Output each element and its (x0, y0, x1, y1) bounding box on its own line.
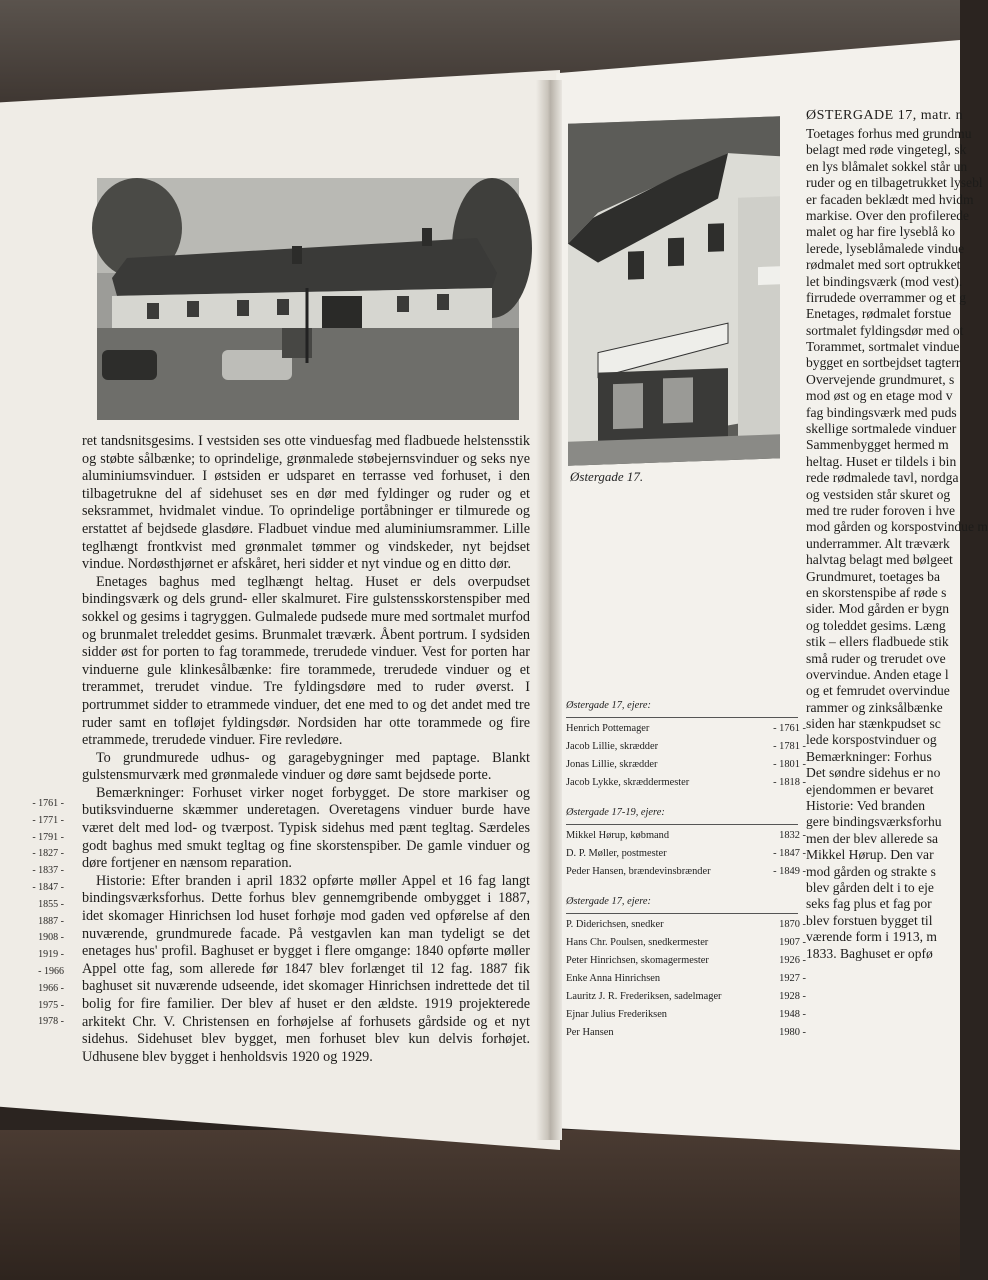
owner-year: - 1818 - (773, 777, 806, 788)
column-line: underrammer. Alt træværk (806, 535, 950, 551)
column-line: mod gården og korspostvindue m (806, 519, 988, 535)
owner-name: Jacob Lillie, skrædder (566, 741, 659, 752)
owner-year: 1870 - (779, 919, 806, 930)
margin-year: - 1966 (38, 965, 64, 977)
margin-year: 1887 - (38, 915, 64, 927)
margin-year: - 1771 - (32, 814, 64, 826)
column-line: skellige sortmalede vinduer (806, 421, 957, 437)
margin-year: - 1847 - (32, 881, 64, 893)
owner-row (566, 1027, 806, 1045)
owner-name: Enke Anna Hinrichsen (566, 973, 661, 984)
owner-year: - 1761 - (773, 723, 806, 734)
column-line: og et femrudet overvindue (806, 683, 950, 699)
column-line: fag bindingsværk med puds (806, 404, 957, 420)
owner-year: - 1801 - (773, 759, 806, 770)
column-line: rammer og zinksålbænke (806, 699, 943, 715)
paragraph-udhus: To grundmurede udhus- og garagebygninger med paptage. Blankt gulstensmurværk med grønmalede vinduer og døre samt bejdsede porte. (82, 749, 530, 784)
column-line: gere bindingsværksforhu (806, 814, 942, 830)
margin-year: 1908 - (38, 932, 64, 944)
owner-name: Peder Hansen, brændevinsbrænder (566, 866, 711, 877)
margin-years (24, 796, 64, 1031)
column-line: Toetages forhus med grundmu (806, 126, 972, 141)
owner-year: 1926 - (779, 955, 806, 966)
owner-name: Jacob Lykke, skræddermester (566, 777, 690, 788)
column-line: Historie: Ved branden (806, 798, 926, 814)
column-line: lerede, lyseblåmalede vindue (806, 240, 965, 256)
owner-year: 1980 - (779, 1027, 806, 1038)
paragraph-baghus: Enetages baghus med teglhængt heltag. Huset er dels overpudset bindingsværk og dels grund- eller skalmuret. Fire gulstensskorstenspiber med sokkel og gesims i tagryggen. Gulmalede pudsede mure med sortmalet murfod og brunmalet treleddet gesims. Brunmalet træværk. Åbent portrum. I sydsiden sidder øst for porten to fag torammede, trerudede vinduer. Vest for porten har vinduerne gule klinkesålbænke: fire torammede, trerudede vinduer og et trerammet, trerudet vindue. Tre fyldingsdøre med to ruder øverst. I portrummet sidder to etrammede vinduer, det ene med to og det andet med tre ruder samt en tofløjet fyldingsdør. Nordsiden har otte torammede og fire etrammede, trerudede vinduer. Fire revledøre. (82, 573, 530, 749)
column-line: seks fag plus et fag por (806, 896, 932, 912)
owner-year: 1948 - (779, 1009, 806, 1020)
column-line: Mikkel Hørup. Den var (806, 847, 934, 863)
owner-name: Per Hansen (566, 1027, 614, 1038)
right-column-text (806, 108, 988, 962)
column-line: Sammenbygget hermed m (806, 437, 949, 453)
column-line: stik – ellers fladbuede stik (806, 634, 949, 650)
column-line: ruder og en tilbagetrukket lysebl (806, 175, 983, 191)
margin-year: 1966 - (38, 982, 64, 994)
column-line: blev gården delt i to eje (806, 879, 934, 895)
owner-row (566, 848, 806, 866)
column-line: mod gården og strakte s (806, 863, 936, 879)
column-line: Bemærkninger: Forhus (806, 748, 932, 764)
column-line: Det søndre sidehus er no (806, 765, 941, 781)
margin-year: - 1827 - (32, 848, 64, 860)
divider (566, 824, 798, 825)
column-line: overvindue. Anden etage l (806, 666, 949, 682)
column-line: blev forstuen bygget til (806, 912, 933, 928)
column-line: heltag. Huset er tildels i bin (806, 453, 957, 469)
owner-year: 1832 - (779, 830, 806, 841)
margin-year: - 1761 - (32, 798, 64, 809)
owner-row (566, 1009, 806, 1027)
column-line: belagt med røde vingetegl, sk (806, 142, 967, 158)
owner-row (566, 991, 806, 1009)
owner-group-header: Østergade 17, ejere: (566, 896, 651, 907)
owner-name: Lauritz J. R. Frederiksen, sadelmager (566, 991, 722, 1002)
owner-year: 1928 - (779, 991, 806, 1002)
divider (566, 913, 798, 914)
column-line: ejendommen er bevaret (806, 781, 934, 797)
left-body-text (82, 433, 530, 1066)
column-line: små ruder og trerudet ove (806, 650, 946, 666)
column-line: Enetages, rødmalet forstue (806, 306, 952, 322)
photo-caption: Østergade 17. (570, 469, 644, 484)
column-line: markise. Over den profilerede (806, 207, 970, 223)
column-line: Grundmuret, toetages ba (806, 568, 941, 584)
margin-year: 1919 - (38, 949, 64, 961)
owner-row (566, 759, 806, 777)
column-line: sider. Mod gården er bygn (806, 601, 950, 617)
column-line: er facaden beklædt med hvidm (806, 191, 974, 207)
margin-year: 1855 - (38, 898, 64, 910)
owner-name: Hans Chr. Poulsen, snedkermester (566, 937, 709, 948)
owner-row (566, 723, 806, 741)
column-line: mod øst og en etage mod v (806, 388, 953, 404)
column-line: værende form i 1913, m (806, 929, 938, 945)
column-line: rede rødmalede tavl, nordga (806, 470, 959, 486)
column-line: sortmalet fyldingsdør med ot (806, 322, 964, 338)
section-title: ØSTERGADE 17, matr. n (806, 108, 964, 123)
margin-year: 1978 - (38, 1016, 64, 1028)
owner-row (566, 955, 806, 973)
column-line: let bindingsværk (mod vest). (806, 273, 963, 289)
column-line: siden har stænkpudset sc (806, 716, 941, 732)
owner-row (566, 741, 806, 759)
owner-year: - 1847 - (773, 848, 806, 859)
owner-name: Peter Hinrichsen, skomagermester (566, 955, 709, 966)
owner-name: D. P. Møller, postmester (566, 848, 667, 859)
column-line: halvtag belagt med bølgeet (806, 552, 953, 568)
column-line: malet og har fire lyseblå ko (806, 224, 956, 240)
owner-group (566, 807, 806, 884)
owner-group-header: Østergade 17, ejere: (566, 700, 651, 711)
owner-row (566, 830, 806, 848)
owner-year: 1927 - (779, 973, 806, 984)
owner-name: P. Diderichsen, snedker (566, 919, 664, 930)
owner-row (566, 777, 806, 795)
owner-group-header: Østergade 17-19, ejere: (566, 807, 665, 818)
column-line: og toleddet gesims. Læng (806, 617, 946, 633)
owner-year: 1907 - (779, 937, 806, 948)
column-line: en lys blåmalet sokkel står un (806, 158, 968, 174)
owner-row (566, 973, 806, 991)
margin-year: - 1837 - (32, 865, 64, 877)
owner-year: - 1781 - (773, 741, 806, 752)
owner-row (566, 937, 806, 955)
owner-name: Mikkel Hørup, købmand (566, 830, 670, 841)
margin-year: 1975 - (38, 999, 64, 1011)
owner-name: Henrich Pottemager (566, 723, 650, 734)
column-line: Torammet, sortmalet vindue (806, 339, 960, 355)
paragraph-bemaerkninger: Bemærkninger: Forhuset virker noget forbygget. De store markiser og butiksvinduerne skæmmer underetagen. Overetagens vinduer burde have været delt med lod- og tværpost. Typisk sidehus med pænt tegltag. Særdeles godt baghus med smukt tegltag og fine skorstenspiber. De gamle vinduer og døre fortjener en nænsom reparation. (82, 784, 530, 872)
column-line: men der blev allerede sa (806, 830, 939, 846)
book-gutter (536, 80, 562, 1140)
paragraph-sidehus: ret tandsnitsgesims. I vestsiden ses otte vinduesfag med fladbuede helstensstik og støbte sålbænke; to oprindelige, grønmalede støbejernsvinduer og seks nye aluminiumsvinduer. I østsiden er udsparet en terrasse ved forhuset, i den tilbagetrukne del af sidehuset ses en dør med fyldinger og ruder og et seksrammet, hvidmalet vindue. To oprindelige portåbninger er tilmurede og erstattet af bejdsede glasdøre. Fladbuet vindue med aluminiumsrammer. Lille teglhængt frontkvist med grønmalet tømmer og vindskeder, nyt bejdset vindue. Nordøsthjørnet er afskåret, heri sidder et nyt vindue og en ditto dør. (82, 433, 530, 573)
margin-year: - 1791 - (32, 831, 64, 843)
divider (566, 717, 798, 718)
owner-group (566, 700, 806, 795)
column-line: firrudede overrammer og et g (806, 289, 967, 305)
column-line: lede korspostvinduer og (806, 732, 937, 748)
owner-group (566, 896, 806, 1045)
column-line: bygget en sortbejdset tagterr (806, 355, 961, 371)
column-line: 1833. Baghuset er opfø (806, 945, 933, 961)
column-line: med tre ruder foroven i hve (806, 502, 956, 518)
owners-list (566, 700, 806, 1057)
column-line: Overvejende grundmuret, s (806, 371, 955, 387)
owner-row (566, 919, 806, 937)
owner-year: - 1849 - (773, 866, 806, 877)
column-line: og vestsiden står skuret og (806, 486, 951, 502)
owner-name: Ejnar Julius Frederiksen (566, 1009, 667, 1020)
paragraph-historie: Historie: Efter branden i april 1832 opførte møller Appel et 16 fag langt bindingsværksforhus. Dette forhus blev gennemgribende ombygget i 1887, idet skomager Hinrichsen lod huset forhøje mod gaden ved opførelse af den nuværende, grundmurede facade. På vestgavlen kan man tydeligt se det enetages hus' profil. Baghuset er bygget i flere omgange: 1840 opførte møller Appel otte fag, som allerede før 1847 blev forlænget til 12 fag. 1887 fik baghuset sit nuværende udseende, idet skomager Hinrichsen indrettede det til bolig for fire familier. Der blev af huset er den ældste. 1919 projekterede arkitekt Chr. V. Christensen en forhøjelse af forhusets gårdside og et nyt sidehus. Sidehuset blev bygget, men forhuset blev kun delvis forhøjet. Udhusene blev bygget i henholdsvis 1920 og 1929. (82, 872, 530, 1065)
owner-name: Jonas Lillie, skrædder (566, 759, 658, 770)
photo-baghus (97, 178, 519, 420)
background-bottom (0, 1130, 960, 1280)
owner-row (566, 866, 806, 884)
column-line: rødmalet med sort optrukket (806, 257, 961, 273)
photo-ostergade-17 (568, 116, 780, 465)
column-line: en skorstenspibe af røde s (806, 584, 947, 600)
